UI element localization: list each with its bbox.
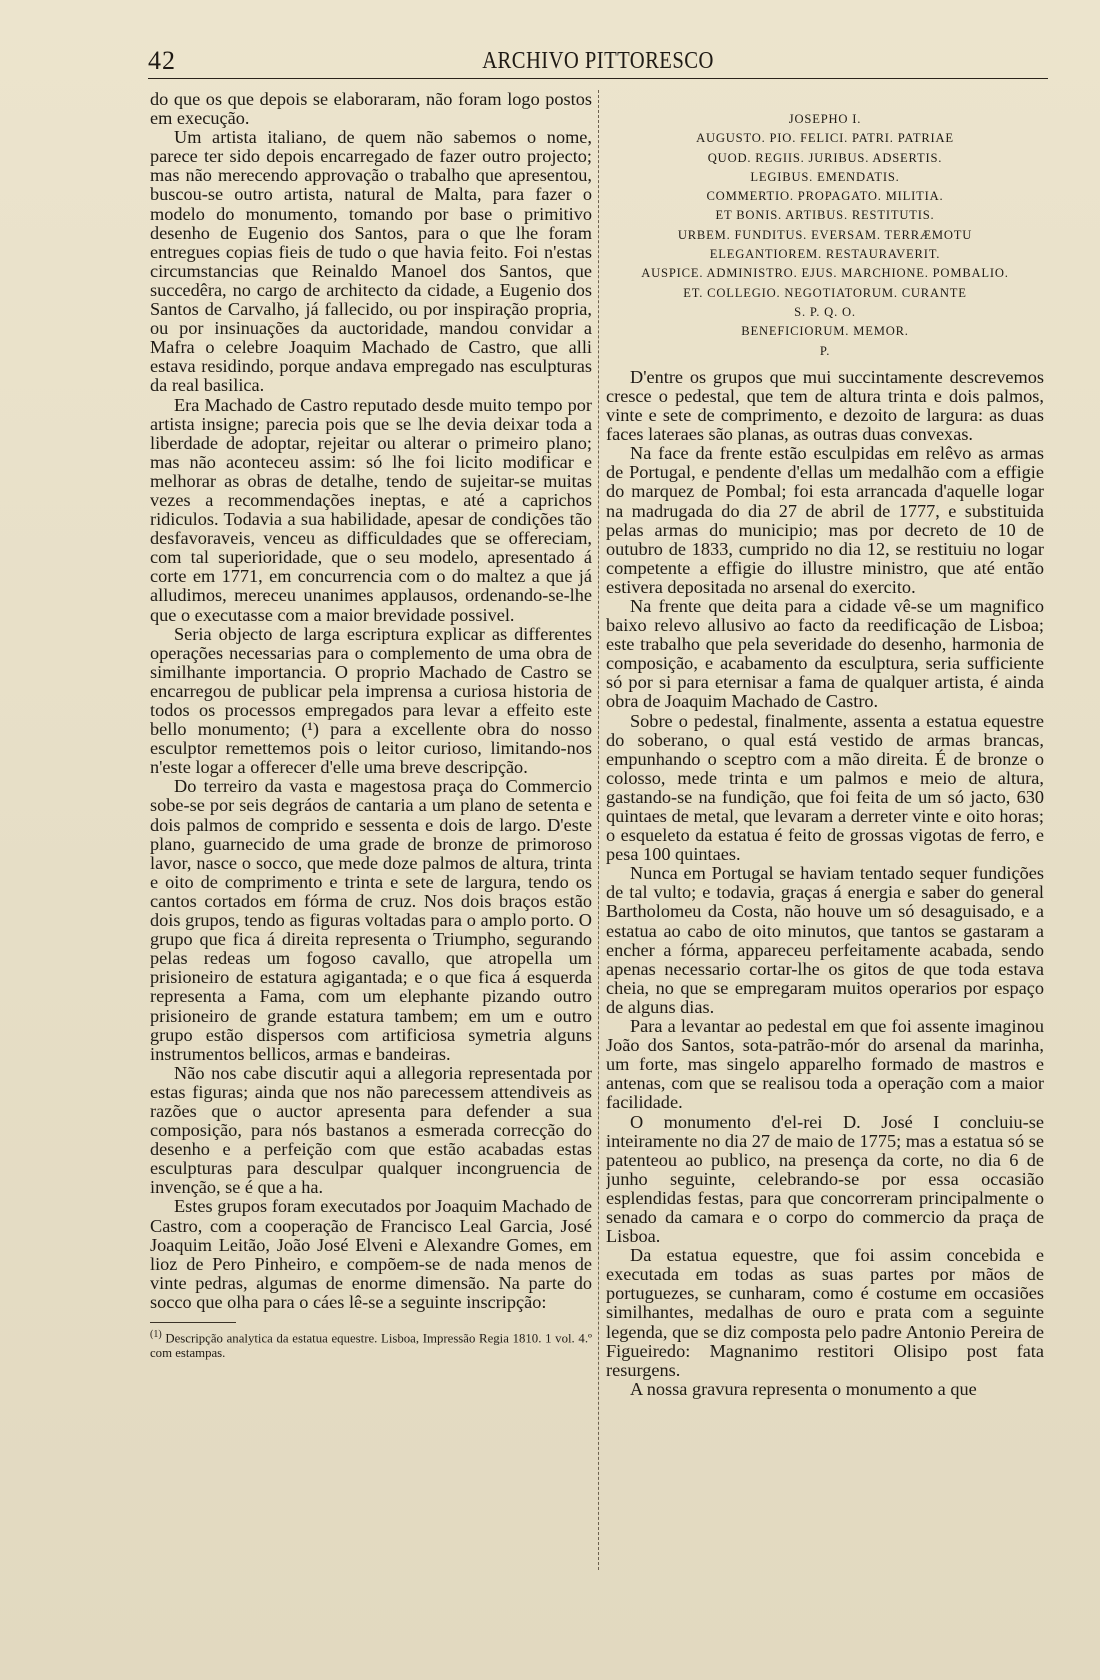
paragraph: Estes grupos foram executados por Joaquim Machado de Castro, com a cooperação de Francisco Leal Garcia, José Joaquim Leitão, João José Elveni e Alexandre Gomes, em lioz de Pero Pinheiro, e compõem-se de nada menos de vinte pedras, algumas de enorme dimensão. Na parte do socco que olha para o cáes lê-se a seguinte inscripção:: [150, 1196, 592, 1312]
footnote-marker: (1): [150, 1329, 162, 1340]
inscription-line: ET. COLLEGIO. NEGOTIATORUM. CURANTE: [683, 285, 967, 300]
paragraph: Nunca em Portugal se haviam tentado sequer fundições de tal vulto; e todavia, graças á energia e saber do general Bartholomeu da Costa, não houve um só desaguisado, e a estatua ao cabo de oito minutos, que tantos se gastaram a encher a fórma, appareceu perfeitamente acabada, sendo apenas necessario cortar-lhe os gitos de que toda estava cheia, no que se empregaram muitos operarios por espaço de alguns dias.: [606, 863, 1044, 1017]
paragraph: O monumento d'el-rei D. José I concluiu-se inteiramente no dia 27 de maio de 1775; mas a estatua só se patenteou ao publico, na presença da corte, no dia 6 de junho seguinte, celebrando-se por essa occasião esplendidas festas, para que concorreram principalmente o senado da camara e o corpo do commercio da praça de Lisboa.: [606, 1111, 1044, 1247]
paragraph: Na face da frente estão esculpidas em relêvo as armas de Portugal, e pendente d'ellas um medalhão com a effigie do marquez de Pombal; foi esta arrancada d'aquelle logar na madrugada do dia 27 de abril de 1777, e substituida pelas armas do municipio; mas por decreto de 10 de outubro de 1833, cumprido no dia 12, se restituiu no logar competente a effigie do illustre ministro, que até então estivera depositada no arsenal do exercito.: [606, 443, 1044, 597]
footnote: [150, 1327, 592, 1361]
inscription-line: ET BONIS. ARTIBUS. RESTITUTIS.: [715, 208, 935, 223]
paragraph: D'entre os grupos que mui succintamente descrevemos cresce o pedestal, que tem de altura trinta e dois palmos, vinte e sete de comprimento, e dezoito de largura: as duas faces lateraes são planas, as outras duas convexas.: [606, 366, 1044, 445]
paragraph: do que os que depois se elaboraram, não foram logo postos em execução.: [150, 90, 592, 129]
paragraph: Para a levantar ao pedestal em que foi assente imaginou João dos Santos, sota-patrão-mór do arsenal da marinha, um forte, mas singelo apparelho formado de mastros e antenas, com que se realisou toda a operação com a maior facilidade.: [606, 1016, 1044, 1113]
paragraph: Seria objecto de larga escriptura explicar as differentes operações necessarias para o complemento de uma obra de similhante importancia. O proprio Machado de Castro se encarregou de publicar pela imprensa a curiosa historia de todos os processos empregados para levar a effeito este bello monumento; (¹) para a excellente obra do nosso esculptor remettemos pois o leitor curioso, limitando-nos n'este logar a offerecer d'elle uma breve descripção.: [150, 623, 592, 778]
inscription-line: LEGIBUS. EMENDATIS.: [750, 169, 900, 184]
right-column: [606, 90, 1044, 1650]
inscription-line: QUOD. REGIIS. JURIBUS. ADSERTIS.: [707, 150, 943, 165]
inscription: [606, 110, 1044, 361]
inscription-line: P.: [819, 343, 831, 358]
inscription-line: URBEM. FUNDITUS. EVERSAM. TERRÆMOTU: [677, 227, 973, 242]
inscription-line: JOSEPHO I.: [788, 112, 862, 126]
header-rule: [148, 78, 1048, 79]
paragraph: Um artista italiano, de quem não sabemos o nome, parece ter sido depois encarregado de fazer outro projecto; mas não merecendo approvação o trabalho que apresentou, buscou-se outro artista, natural de Malta, para fazer o modelo do monumento, tomando por base o primitivo desenho de Eugenio dos Santos, para o que lhe foram entregues copias fieis de tudo o que havia feito. Foi n'estas circumstancias que Reinaldo Manoel dos Santos, que succedêra, no cargo de architecto da cidade, a Eugenio dos Santos de Carvalho, já fallecido, ou por inspiração propria, ou por insinuações da auctoridade, mandou convidar a Mafra o celebre Joaquim Machado de Castro, que alli estava residindo, porque andava empregado nas esculpturas da real basilica.: [150, 127, 592, 396]
paragraph: Do terreiro da vasta e magestosa praça do Commercio sobe-se por seis degráos de cantaria a um plano de setenta e dois palmos de comprido e sessenta e dois de largo. D'este plano, guarnecido de uma grade de bronze de primoroso lavor, nasce o socco, que mede doze palmos de altura, trinta e oito de comprimento e trinta e sete de largura, tendo os cantos cortados em fórma de cruz. Nos dois braços estão dois grupos, tendo as figuras voltadas para o amplo porto. O grupo que fica á direita representa o Triumpho, segurando pelas redeas um fogoso cavallo, que atropella um prisioneiro de estatura agigantada; e o que fica á esquerda representa a Fama, com um elephante pizando outro prisioneiro de grande estatura tambem; em um e outro grupo estão dispersos com artificiosa symetria alguns instrumentos bellicos, armas e bandeiras.: [150, 776, 592, 1064]
inscription-line: AUSPICE. ADMINISTRO. EJUS. MARCHIONE. POMBALIO.: [641, 266, 1009, 281]
footnote-text: Descripção analytica da estatua equestre. Lisboa, Impressão Regia 1810. 1 vol. 4.º com estampas.: [150, 1331, 592, 1361]
paragraph: Era Machado de Castro reputado desde muito tempo por artista insigne; parecia pois que se lhe devia deixar toda a liberdade de adoptar, rejeitar ou alterar o primeiro plano; mas não aconteceu assim: só lhe foi licito modificar e melhorar as obras de detalhe, tendo de sujeitar-se muitas vezes a recommendações ineptas, e até a caprichos ridiculos. Todavia a sua habilidade, apesar de condições tão desfavoraveis, venceu as difficuldades que se offereciam, com tal superioridade, que o seu modelo, apresentado á corte em 1771, em concurrencia com o do maltez a que já alludimos, mereceu unanimes applausos, ordenando-se-lhe que o executasse com a maior brevidade possivel.: [150, 394, 592, 625]
inscription-line: ELEGANTIOREM. RESTAURAVERIT.: [709, 247, 941, 262]
inscription-line: S. P. Q. O.: [794, 304, 856, 319]
running-title: ARCHIVO PITTORESCO: [482, 48, 714, 74]
paragraph: A nossa gravura representa o monumento a que: [630, 1378, 977, 1399]
inscription-line: AUGUSTO. PIO. FELICI. PATRI. PATRIAE: [696, 131, 954, 146]
paragraph: Não nos cabe discutir aqui a allegoria representada por estas figuras; ainda que nos não parecessem attendiveis as razões que o auctor apresenta para defender a sua composição, para nós bastanos a esmerada correcção do desenho e a perfeição com que estão acabadas estas esculpturas para desculpar qualquer incongruencia de invenção, se é que a ha.: [150, 1062, 592, 1198]
footnote-rule: [150, 1322, 236, 1323]
paragraph: Na frente que deita para a cidade vê-se um magnifico baixo relevo allusivo ao facto da reedificação de Lisboa; este trabalho que pela severidade do desenho, harmonia de composição, e acabamento da esculptura, seria sufficiente só por si para eternisar a fama de qualquer artista, é ainda obra de Joaquim Machado de Castro.: [606, 595, 1044, 712]
inscription-line: BENEFICIORUM. MEMOR.: [741, 324, 909, 339]
column-divider: [598, 90, 599, 1570]
page-header: [148, 44, 1048, 82]
paragraph: Sobre o pedestal, finalmente, assenta a estatua equestre do soberano, o qual está vestido de armas brancas, empunhando o sceptro com a mão direita. É de bronze o colosso, mede trinta e um palmos e meio de altura, gastando-se na fundição, que foi feita de um só jacto, 630 quintaes de metal, que levaram a derreter vinte e oito horas; o esqueleto da estatua é feito de grossas vigotas de ferro, e pesa 100 quintaes.: [606, 710, 1044, 865]
paragraph: Da estatua equestre, que foi assim concebida e executada em todas as suas partes por mãos de portuguezes, se cunharam, como é costume em occasiões similhantes, medalhas de ouro e prata com a seguinte legenda, que se diz composta pelo padre Antonio Pereira de Figueiredo: Magnanimo restitori Olisipo post fata resurgens.: [606, 1245, 1044, 1380]
inscription-line: COMMERTIO. PROPAGATO. MILITIA.: [706, 189, 944, 204]
page-number: 42: [148, 46, 176, 75]
left-column: [150, 90, 592, 1650]
